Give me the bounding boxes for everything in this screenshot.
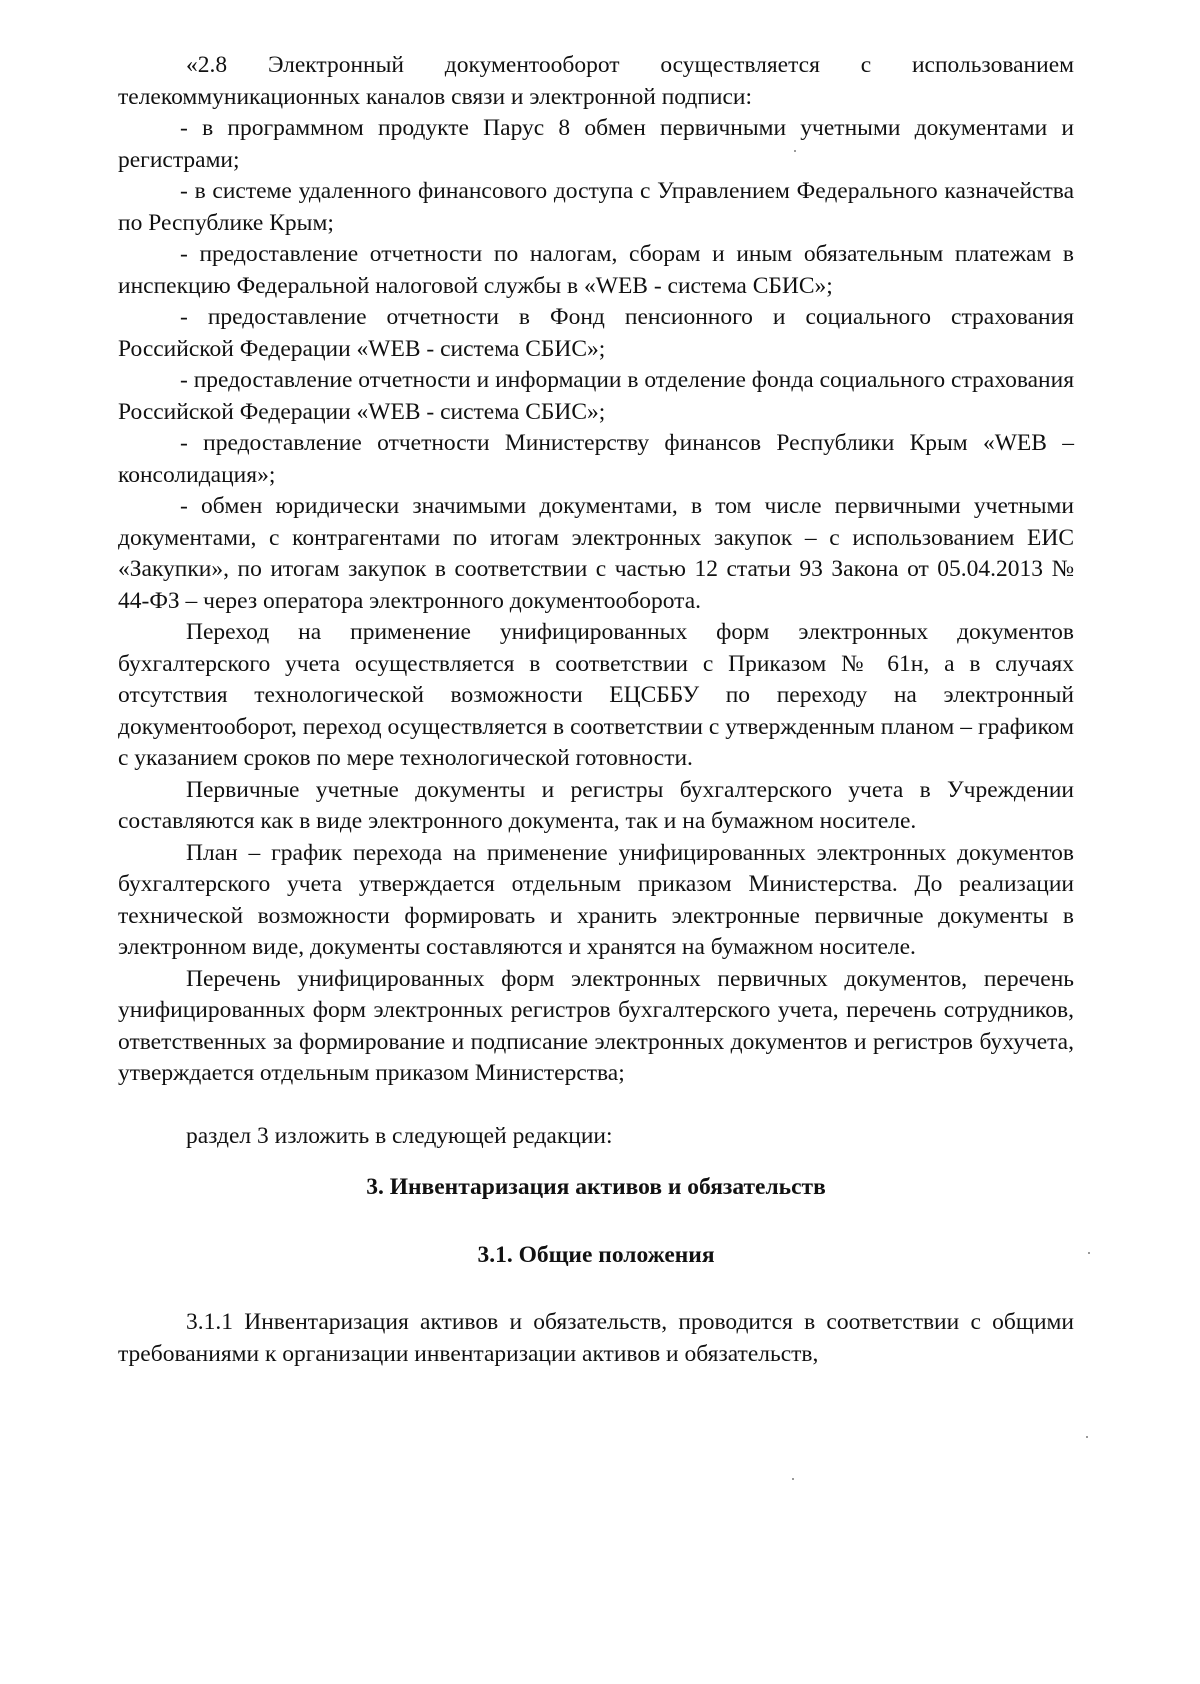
section-title: 3. Инвентаризация активов и обязательств bbox=[366, 1174, 826, 1200]
subsection-title: 3.1. Общие положения bbox=[477, 1241, 715, 1268]
blank-line bbox=[118, 1090, 1074, 1121]
paragraph-3-1-1: 3.1.1 Инвентаризация активов и обязательств, проводится в соответствии с общими требованиями к организации инвентаризации активов и обязательств, bbox=[118, 1309, 1074, 1367]
paragraph-list-of-forms: Перечень унифицированных форм электронных первичных документов, перечень унифицированных форм электронных регистров бухгалтерского учета, перечень сотрудников, ответственных за формирование и подписание электронных документов и регистров бухучета, утверждается отдельным приказом Министерства; bbox=[118, 965, 1074, 1086]
document-body bbox=[118, 50, 1074, 1370]
paragraph-plan-schedule: План – график перехода на применение унифицированных электронных документов бухгалтерского учета утверждается отдельным приказом Министерства. До реализации технической возможности формировать и хранить электронные первичные документы в электронном виде, документы составляются и хранятся на бумажном носителе. bbox=[118, 839, 1074, 960]
scan-speck bbox=[794, 150, 796, 152]
list-item-pension-fund: - предоставление отчетности в Фонд пенсионного и социального страхования Российской Федерации «WEB - система СБИС»; bbox=[118, 304, 1074, 362]
scan-speck bbox=[1086, 1436, 1088, 1438]
paragraph-2-8-intro: «2.8 Электронный документооборот осуществляется с использованием телекоммуникационных каналов связи и электронной подписи: bbox=[118, 52, 1074, 110]
paragraph-primary-documents: Первичные учетные документы и регистры бухгалтерского учета в Учреждении составляются как в виде электронного документа, так и на бумажном носителе. bbox=[118, 776, 1074, 834]
list-item-legal-documents: - обмен юридически значимыми документами, в том числе первичными учетными документами, с контрагентами по итогам электронных закупок – с использованием ЕИС «Закупки», по итогам закупок в соответствии с частью 12 статьи 93 Закона от 05.04.2013 № 44-ФЗ – через оператора электронного документооборота. bbox=[118, 493, 1074, 614]
list-item-social-fund: - предоставление отчетности и информации в отделение фонда социального страхования Российской Федерации «WEB - система СБИС»; bbox=[118, 367, 1074, 425]
amendment-line: раздел 3 изложить в следующей редакции: bbox=[186, 1122, 613, 1149]
scan-speck bbox=[1088, 1252, 1090, 1254]
list-item-treasury: - в системе удаленного финансового доступа с Управлением Федерального казначейства по Республике Крым; bbox=[118, 178, 1074, 236]
list-item-parus: - в программном продукте Парус 8 обмен первичными учетными документами и регистрами; bbox=[118, 115, 1074, 173]
scan-speck bbox=[792, 1478, 794, 1480]
paragraph-transition: Переход на применение унифицированных форм электронных документов бухгалтерского учета осуществляется в соответствии с Приказом № 61н, а в случаях отсутствия технологической возможности ЕЦСББУ по переходу на электронный документооборот, переход осуществляется в соответствии с утвержденным планом – графиком с указанием сроков по мере технологической готовности. bbox=[118, 619, 1074, 771]
list-item-tax-reporting: - предоставление отчетности по налогам, сборам и иным обязательным платежам в инспекцию Федеральной налоговой службы в «WEB - система СБИС»; bbox=[118, 241, 1074, 299]
list-item-ministry-finance: - предоставление отчетности Министерству финансов Республики Крым «WEB – консолидация»; bbox=[118, 430, 1074, 488]
